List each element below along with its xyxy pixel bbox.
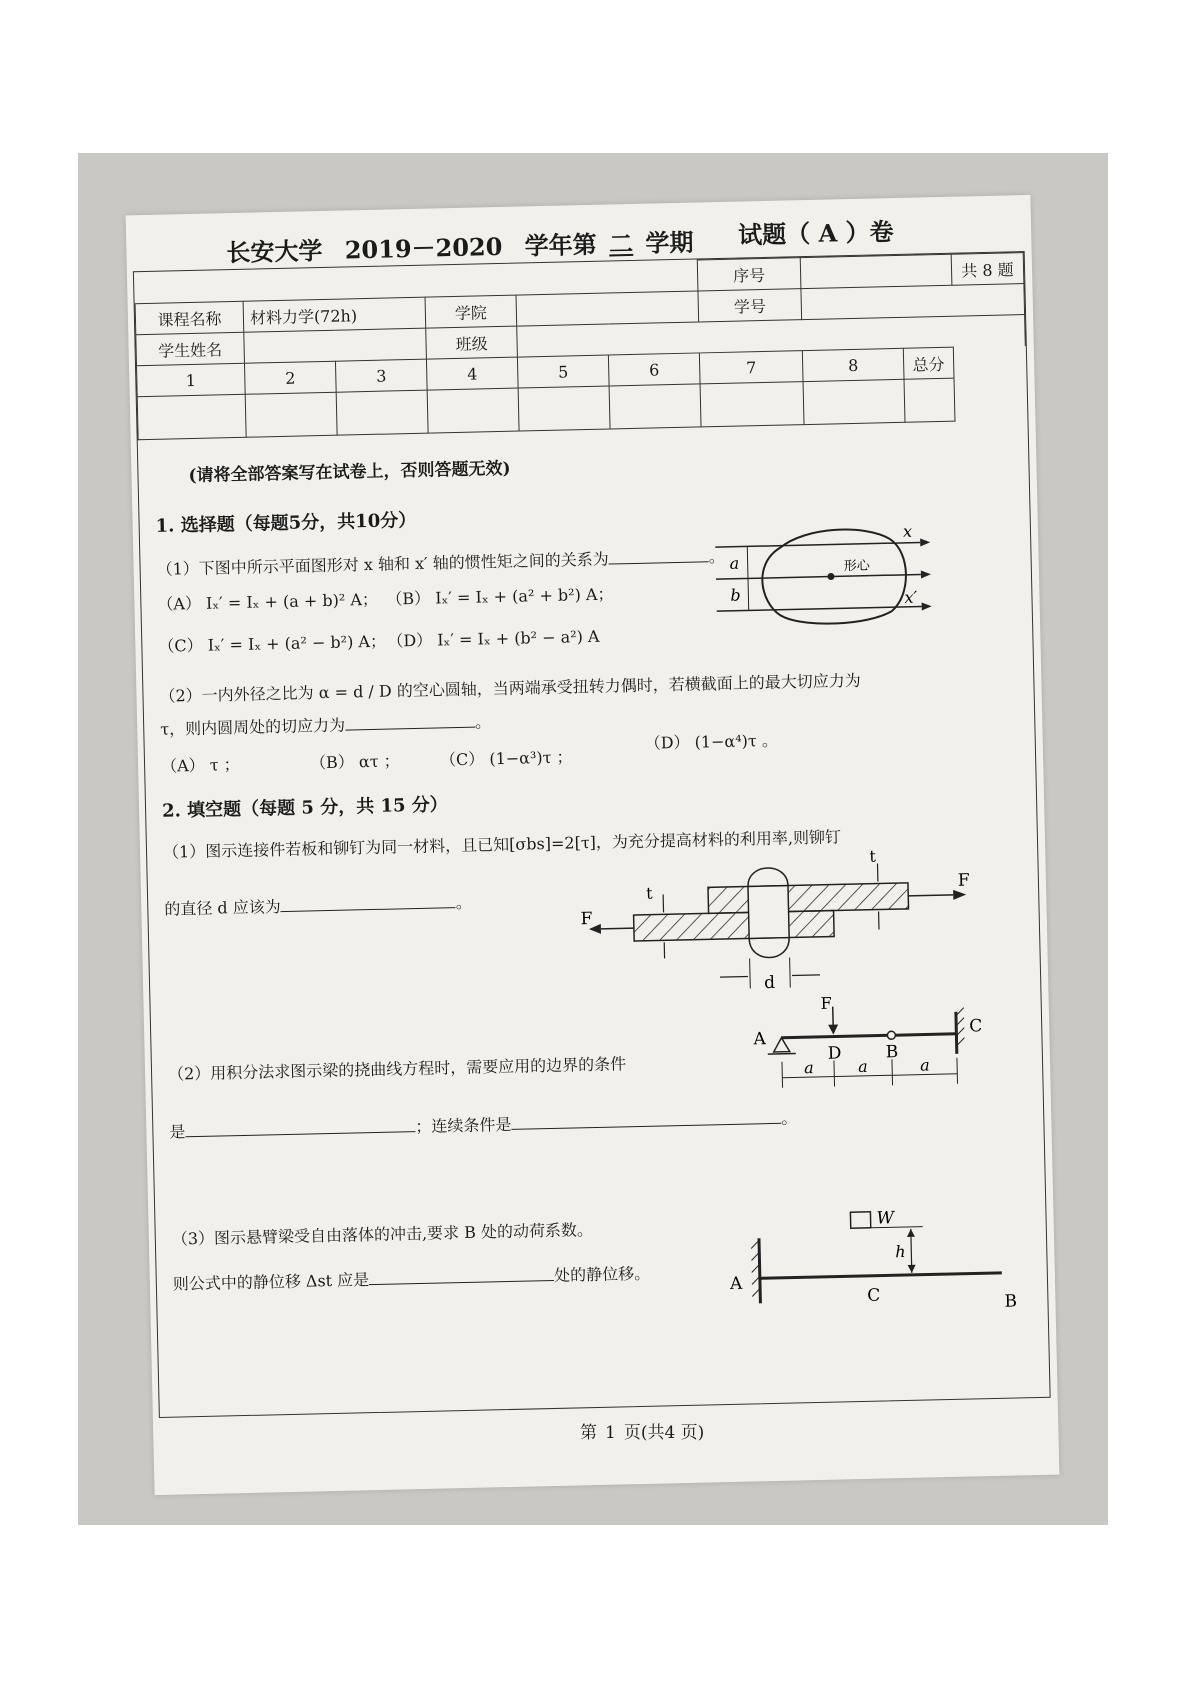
d-ext-left [750, 958, 751, 988]
score-col-7: 7 [699, 351, 803, 384]
force-right-arrow [953, 890, 966, 900]
s2-q1-blank[interactable] [280, 891, 455, 912]
force-left-label: F [580, 909, 593, 930]
xprime-axis-label: x′ [904, 587, 918, 607]
point-a-label: A [729, 1273, 743, 1294]
class-label: 班级 [426, 326, 518, 359]
s1-q2-option-c[interactable]: （C） (1−α³)τ ； [439, 747, 573, 770]
footer-suffix: 页(共4 页) [623, 1423, 705, 1443]
force-right-label: F [957, 870, 970, 891]
falling-weight [850, 1212, 870, 1228]
hinge-b [887, 1031, 895, 1039]
score-col-2: 2 [244, 361, 336, 394]
d-arrow-right [792, 975, 820, 976]
force-left-line [601, 928, 634, 929]
score-cell-4[interactable] [427, 388, 519, 433]
s1-q2-end: 。 [474, 712, 492, 732]
s1-q1-blank[interactable] [608, 545, 708, 564]
seq-field[interactable] [800, 254, 951, 288]
s2-q3-blank[interactable] [369, 1264, 554, 1285]
beam [781, 1034, 956, 1038]
term-label: 学年第 [524, 229, 598, 261]
s2-q1-figure [577, 843, 980, 1002]
s2-q2-stem-1: （2）用积分法求图示梁的挠曲线方程时，需要应用的边界的条件 [167, 1054, 627, 1084]
score-cell-total[interactable] [904, 378, 955, 422]
s1-q1-option-c[interactable]: （C） Iₓ′ = Iₓ + (a² − b²) A； [158, 631, 387, 656]
s2-q2-figure [751, 993, 993, 1108]
s1-q2-stem-2 [160, 709, 491, 740]
university-name: 长安大学 [226, 235, 323, 268]
s2-q3-figure [710, 1202, 1023, 1339]
dim-tick-b [892, 1059, 893, 1085]
x-axis-line [715, 542, 920, 547]
semester-label: 学期 [645, 227, 694, 258]
load-f-arrow [828, 1024, 838, 1034]
s2-q3-stem-2 [173, 1261, 651, 1295]
s1-q1-option-d[interactable]: （D） Iₓ′ = Iₓ + (b² − a²) A [387, 626, 600, 651]
t-lower-label: t [645, 883, 653, 903]
score-col-4: 4 [426, 357, 518, 390]
span-a-2: a [857, 1056, 868, 1077]
xprime-axis-line [717, 606, 922, 611]
point-c-label: C [867, 1285, 881, 1306]
point-a-label: A [753, 1029, 766, 1050]
section-1-title: 1. 选择题（每题5分，共10分） [155, 509, 417, 537]
exam-sheet [126, 195, 1060, 1495]
xprime-axis-arrow [922, 602, 932, 610]
seq-label: 序号 [697, 258, 801, 291]
lower-plate [634, 911, 835, 942]
height-label: h [895, 1242, 906, 1262]
section-2-title: 2. 填空题（每题 5 分，共 15 分） [161, 794, 448, 822]
cantilever-beam [760, 1273, 1002, 1278]
s1-q1-figure [705, 516, 937, 631]
score-col-6: 6 [608, 353, 700, 386]
span-a-1: a [803, 1058, 814, 1078]
s2-q2-continuity-blank[interactable] [511, 1107, 781, 1130]
s2-q3-text-a: 则公式中的静位移 Δst 应是 [172, 1270, 370, 1294]
centroid-axis-arrow [921, 570, 931, 578]
rivet-head-bottom [749, 938, 789, 958]
score-cell-3[interactable] [336, 390, 428, 435]
exam-frame [133, 251, 1051, 1418]
score-col-1: 1 [137, 363, 246, 396]
term-number: 二 [608, 228, 634, 259]
score-cell-2[interactable] [245, 392, 337, 437]
dim-tick-c [957, 1058, 958, 1084]
student-no-label: 学号 [698, 289, 802, 322]
s1-q2-text: τ，则内圆周处的切应力为 [160, 715, 346, 739]
force-right-line [908, 895, 953, 896]
support-a-ground [768, 1053, 796, 1054]
name-field[interactable] [244, 328, 427, 363]
s2-q1-text: 的直径 d 应该为 [164, 897, 281, 919]
point-b-label: B [885, 1042, 899, 1063]
s2-q1-end: 。 [455, 892, 472, 913]
s2-q3-text-b: 处的静位移。 [553, 1263, 651, 1285]
centroid-dot [827, 573, 834, 580]
course-value: 材料力学(72h) [243, 297, 426, 332]
weight-label: W [876, 1208, 895, 1229]
dim-tick-d [834, 1061, 835, 1087]
score-cell-7[interactable] [700, 382, 804, 427]
s1-q1-text: （1）下图中所示平面图形对 x 轴和 x′ 轴的惯性矩之间的关系为 [156, 549, 609, 579]
fixed-wall-a [759, 1238, 760, 1303]
span-a-3: a [919, 1055, 930, 1075]
s1-q1-end: 。 [708, 546, 725, 567]
score-col-5: 5 [517, 355, 609, 388]
dim-b-label: b [730, 585, 741, 605]
s1-q2-blank[interactable] [345, 711, 475, 731]
s1-q2-option-b[interactable]: （B） ατ ； [309, 751, 400, 773]
fixed-support-c [956, 1012, 957, 1054]
score-col-total: 总分 [903, 347, 953, 379]
s2-q2-text-b: ；连续条件是 [415, 1114, 512, 1137]
centroid-axis-line [716, 574, 921, 579]
height-arrow-bottom [908, 1265, 916, 1273]
score-col-8: 8 [802, 348, 904, 381]
d-arrow-left [720, 977, 748, 978]
academic-year: 2019－2020 [344, 231, 503, 265]
s1-q1-stem [156, 544, 725, 580]
point-c-label: C [968, 1016, 983, 1037]
x-axis-label: x [902, 521, 913, 541]
diameter-label: d [763, 972, 776, 994]
page-footer [580, 1418, 712, 1443]
d-ext-right [790, 958, 791, 988]
height-arrow-top [907, 1229, 915, 1237]
rivet-head-top [748, 868, 788, 887]
dim-tick-a [782, 1062, 783, 1088]
dim-a-label: a [729, 553, 740, 573]
s2-q2-end: 。 [781, 1108, 798, 1128]
centroid-label: 形心 [843, 558, 870, 575]
s1-q2-stem-1: （2）一内外径之比为 α = d / D 的空心圆轴，当两端承受扭转力偶时，若横截面上的最大切应力为 [159, 670, 861, 706]
info-table [134, 252, 1028, 440]
s1-q2-option-d[interactable]: （D） (1−α⁴)τ 。 [644, 730, 779, 753]
s2-q1-stem-1: （1）图示连接件若板和铆钉为同一材料，且已知[σbs]=2[τ]，为充分提高材料的利用率,则铆钉 [162, 827, 842, 862]
t-upper-label: t [869, 846, 876, 866]
s2-q2-boundary-blank[interactable] [185, 1115, 415, 1137]
point-d-label: D [827, 1043, 842, 1064]
name-label: 学生姓名 [136, 332, 245, 365]
upper-plate [708, 883, 909, 914]
s2-q3-stem-1: （3）图示悬臂梁受自由落体的冲击,要求 B 处的动荷系数。 [171, 1220, 594, 1249]
s2-q2-text-a: 是 [169, 1122, 186, 1142]
paper-type: 试题（ A ）卷 [737, 217, 894, 250]
college-field[interactable] [516, 291, 699, 326]
s1-q2-option-a[interactable]: （A） τ ； [160, 754, 240, 776]
total-questions: 共 8 题 [951, 253, 1024, 286]
point-b-label: B [1004, 1291, 1018, 1312]
college-label: 学院 [425, 295, 517, 328]
score-cell-6[interactable] [609, 384, 701, 429]
s1-q1-option-a[interactable]: （A） Iₓ′ = Iₓ + (a + b)² A； [157, 589, 379, 614]
student-no-field[interactable] [801, 284, 1025, 320]
rivet-shank [748, 886, 789, 939]
score-cell-8[interactable] [803, 379, 905, 424]
score-col-3: 3 [335, 359, 427, 392]
load-f-label: F [820, 993, 832, 1013]
s2-q2-stem-2 [169, 1105, 797, 1142]
score-cell-5[interactable] [518, 386, 610, 431]
fixed-hatch-1 [956, 1008, 964, 1016]
s1-q1-option-b[interactable]: （B） Iₓ′ = Iₓ + (a² + b²) A； [386, 584, 614, 609]
x-axis-arrow [920, 538, 930, 546]
footer-prefix: 第 [580, 1423, 597, 1443]
score-cell-1[interactable] [137, 394, 246, 439]
course-label: 课程名称 [135, 301, 244, 334]
footer-page-number: 1 [605, 1423, 616, 1443]
s2-q1-stem-2 [164, 890, 472, 920]
support-a [773, 1038, 789, 1052]
answer-note: (请将全部答案写在试卷上，否则答题无效) [188, 458, 511, 487]
